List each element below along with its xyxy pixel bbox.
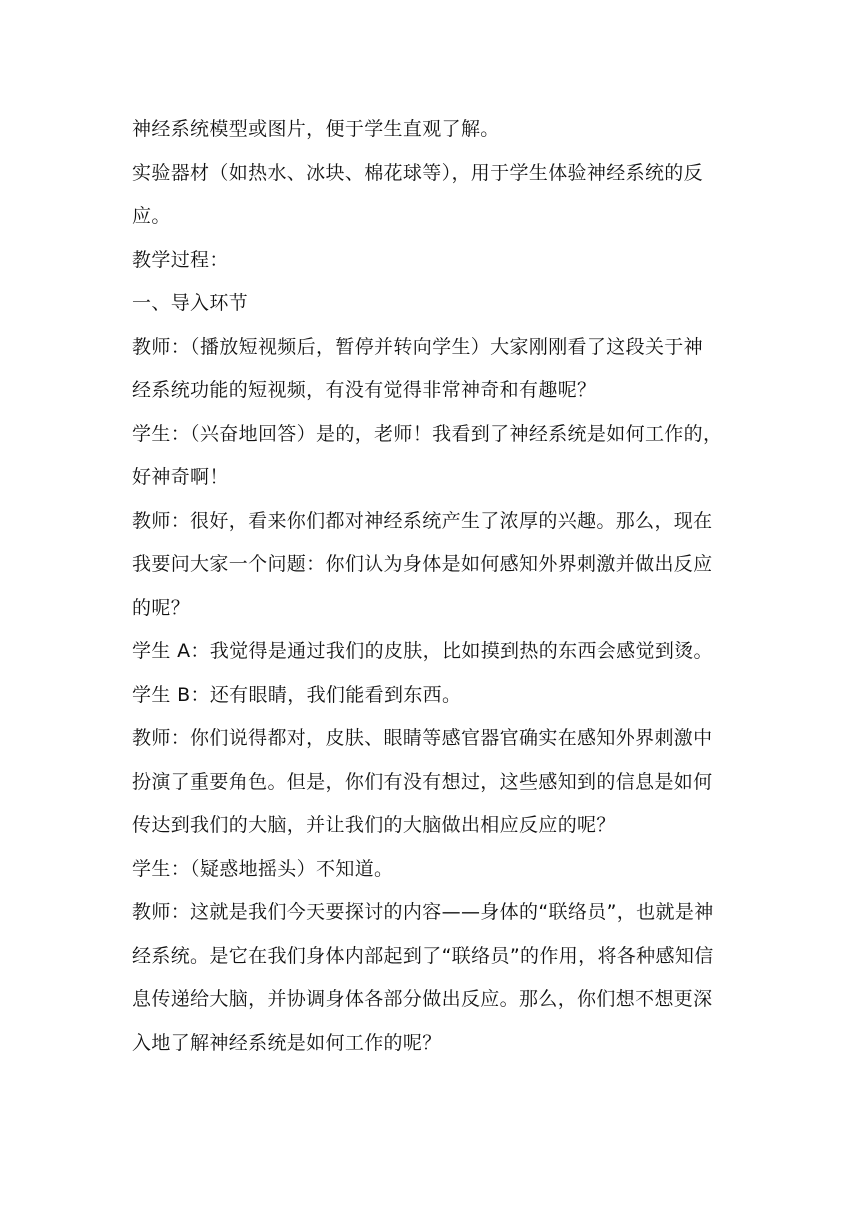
text-line: 经系统。是它在我们身体内部起到了“联络员”的作用，将各种感知信 <box>132 944 714 967</box>
text-line: 息传递给大脑，并协调身体各部分做出反应。那么，你们想不想更深 <box>132 988 713 1010</box>
dialogue-teacher-3 <box>132 717 732 848</box>
text-line: 教师：很好，看来你们都对神经系统产生了浓厚的兴趣。那么，现在 <box>132 509 713 532</box>
text-line: 好神奇啊！ <box>132 466 229 488</box>
text-line: 教师：你们说得都对，皮肤、眼睛等感官器官确实在感知外界刺激中 <box>132 727 713 749</box>
text-line: 学生 A：我觉得是通过我们的皮肤，比如摸到热的东西会感觉到烫。 <box>132 640 713 662</box>
text-line: 的呢？ <box>132 596 191 619</box>
text-line: 教师：（播放短视频后，暂停并转向学生）大家刚刚看了这段关于神 <box>132 335 704 358</box>
text-line: 学生：（兴奋地回答）是的，老师！我看到了神经系统是如何工作的， <box>132 422 723 445</box>
dialogue-student-1 <box>132 413 732 500</box>
heading-teaching-process <box>132 239 732 283</box>
text-line: 一、导入环节 <box>132 292 249 314</box>
dialogue-teacher-1 <box>132 326 732 413</box>
text-line: 我要问大家一个问题：你们认为身体是如何感知外界刺激并做出反应 <box>132 553 713 575</box>
text-line: 入地了解神经系统是如何工作的呢？ <box>132 1031 442 1054</box>
text-line: 实验器材（如热水、冰块、棉花球等），用于学生体验神经系统的反 <box>132 161 704 184</box>
dialogue-student-2 <box>132 848 732 892</box>
heading-introduction <box>132 282 732 326</box>
text-line: 神经系统模型或图片，便于学生直观了解。 <box>132 118 500 140</box>
dialogue-student-b <box>132 674 732 718</box>
dialogue-teacher-4 <box>132 891 732 1065</box>
dialogue-student-a <box>132 630 732 674</box>
text-line: 经系统功能的短视频，有没有觉得非常神奇和有趣呢？ <box>132 379 597 401</box>
paragraph-materials-model <box>132 108 732 152</box>
text-line: 传达到我们的大脑，并让我们的大脑做出相应反应的呢？ <box>132 814 616 836</box>
dialogue-teacher-2 <box>132 500 732 631</box>
document-body <box>132 108 732 1065</box>
text-line: 教师：这就是我们今天要探讨的内容——身体的“联络员”，也就是神 <box>132 901 714 923</box>
text-line: 扮演了重要角色。但是，你们有没有想过，这些感知到的信息是如何 <box>132 770 713 793</box>
text-line: 应。 <box>132 205 171 227</box>
text-line: 学生 B：还有眼睛，我们能看到东西。 <box>132 683 462 706</box>
text-line: 学生：（疑惑地摇头）不知道。 <box>132 857 394 880</box>
text-line: 教学过程： <box>132 248 229 271</box>
paragraph-materials-equipment <box>132 152 732 239</box>
